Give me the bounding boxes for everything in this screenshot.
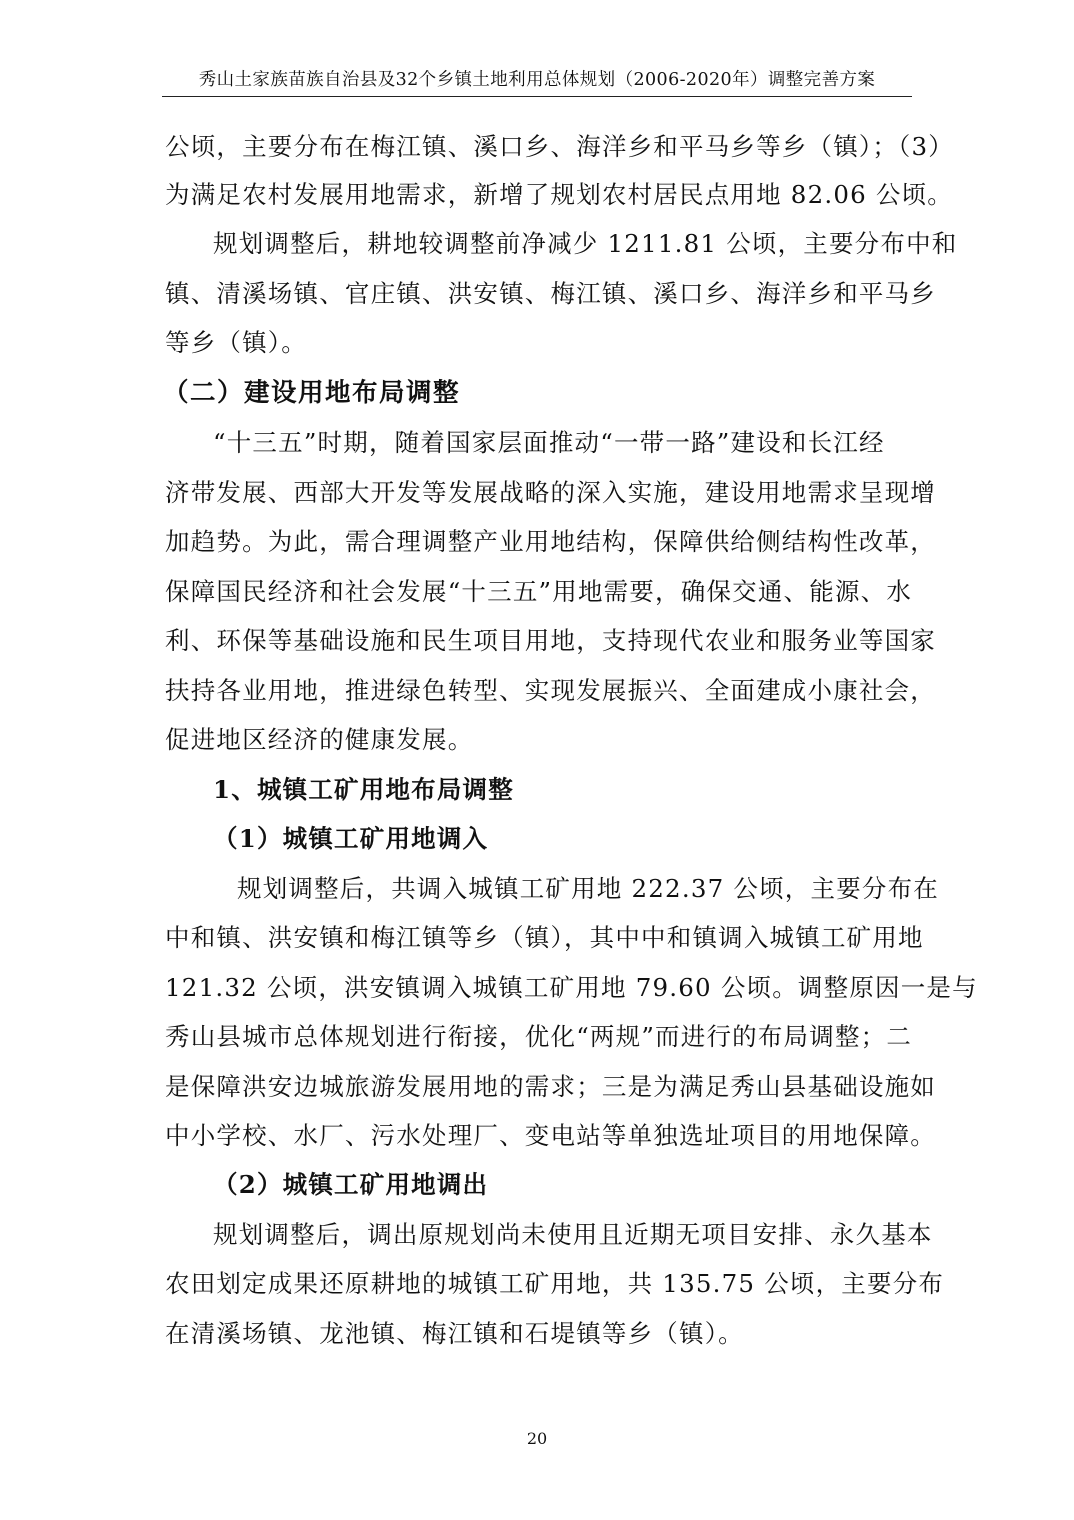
page-number: 20: [526, 1429, 548, 1448]
body-line: 是保障洪安边城旅游发展用地的需求；三是为满足秀山县基础设施如: [165, 1072, 936, 1101]
subsection-heading: （2）城镇工矿用地调出: [213, 1170, 489, 1199]
body-line: 扶持各业用地，推进绿色转型、实现发展振兴、全面建成小康社会，: [165, 676, 936, 705]
body-line: 121.32 公顷，洪安镇调入城镇工矿用地 79.60 公顷。调整原因一是与: [165, 973, 978, 1002]
body-line: 中和镇、洪安镇和梅江镇等乡（镇），其中中和镇调入城镇工矿用地: [165, 923, 924, 952]
header-title: 秀山土家族苗族自治县及32个乡镇土地利用总体规划（2006-2020年）调整完善方案: [198, 70, 876, 90]
body-line: 中小学校、水厂、污水处理厂、变电站等单独选址项目的用地保障。: [165, 1121, 936, 1150]
body-line: 为满足农村发展用地需求，新增了规划农村居民点用地 82.06 公顷。: [165, 180, 954, 209]
body-line: 镇、清溪场镇、官庄镇、洪安镇、梅江镇、溪口乡、海洋乡和平马乡: [165, 279, 936, 308]
body-line: 保障国民经济和社会发展“十三五”用地需要，确保交通、能源、水: [165, 577, 913, 606]
body-line: 济带发展、西部大开发等发展战略的深入实施，建设用地需求呈现增: [165, 478, 936, 507]
body-line: 等乡（镇）。: [165, 328, 307, 357]
body-line: 利、环保等基础设施和民生项目用地，支持现代农业和服务业等国家: [165, 626, 936, 655]
body-line: “十三五”时期，随着国家层面推动“一带一路”建设和长江经: [213, 428, 885, 457]
header-divider: [162, 96, 912, 97]
body-line: 规划调整后，共调入城镇工矿用地 222.37 公顷，主要分布在: [237, 874, 939, 903]
body-line: 农田划定成果还原耕地的城镇工矿用地，共 135.75 公顷，主要分布: [165, 1269, 945, 1298]
body-line: 规划调整后，耕地较调整前净减少 1211.81 公顷，主要分布中和: [213, 229, 958, 258]
body-line: 促进地区经济的健康发展。: [165, 725, 474, 754]
body-line: 加趋势。为此，需合理调整产业用地结构，保障供给侧结构性改革，: [165, 527, 936, 556]
section-heading: （二）建设用地布局调整: [163, 378, 461, 408]
body-line: 秀山县城市总体规划进行衔接，优化“两规”而进行的布局调整；二: [165, 1022, 913, 1051]
body-line: 规划调整后，调出原规划尚未使用且近期无项目安排、永久基本: [213, 1220, 933, 1249]
subsection-heading: 1、城镇工矿用地布局调整: [213, 775, 514, 804]
subsection-heading: （1）城镇工矿用地调入: [213, 824, 489, 853]
body-line: 公顷，主要分布在梅江镇、溪口乡、海洋乡和平马乡等乡（镇）；（3）: [165, 132, 954, 161]
body-line: 在清溪场镇、龙池镇、梅江镇和石堤镇等乡（镇）。: [165, 1319, 744, 1348]
